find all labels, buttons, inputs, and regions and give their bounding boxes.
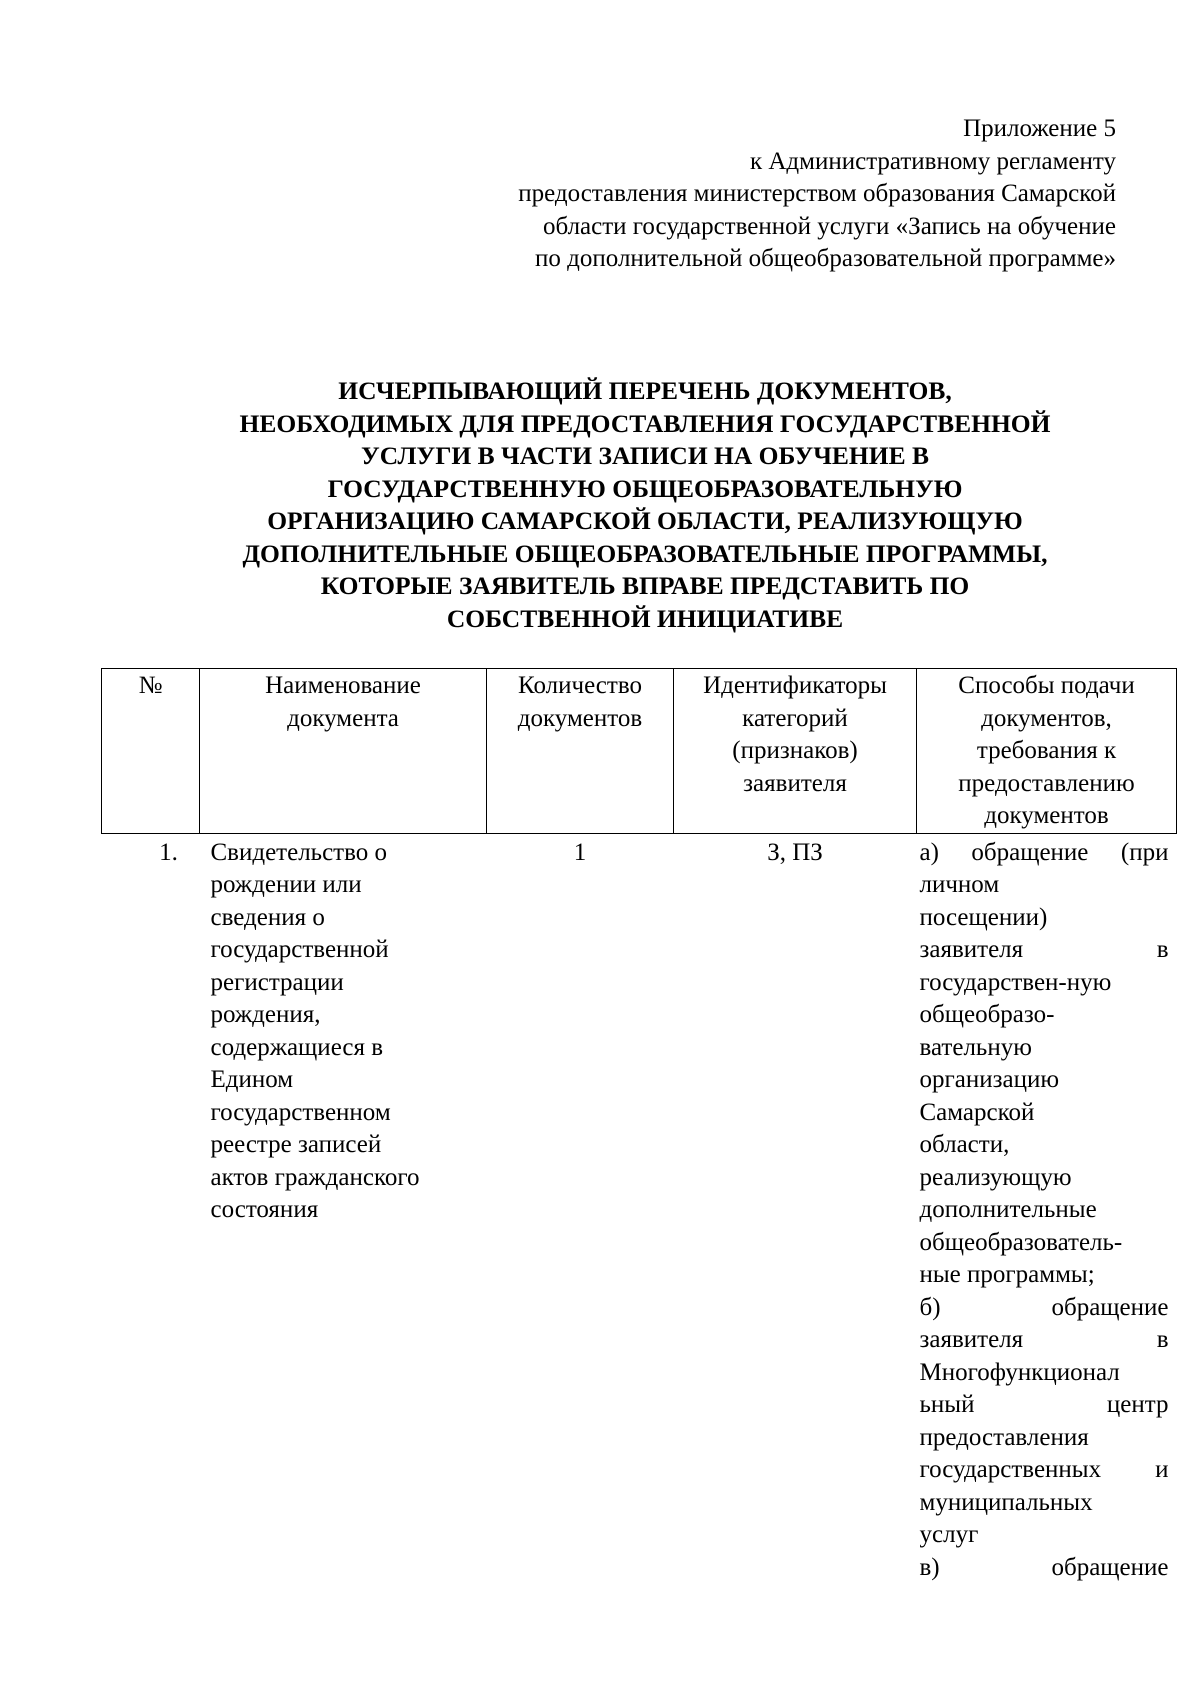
appendix-line: по дополнительной общеобразовательной программе»: [535, 245, 1116, 272]
name-line: содержащиеся в: [210, 1033, 384, 1061]
method-line: вательную: [919, 1033, 1032, 1061]
appendix-line: к Административному регламенту: [749, 147, 1116, 175]
method-line: Самарской: [919, 1098, 1035, 1126]
header-line: документов: [984, 802, 1109, 829]
header-line: документов,: [981, 704, 1112, 732]
document-title: [160, 375, 1130, 635]
method-line: личном: [919, 871, 1000, 898]
method-line: предоставления: [919, 1423, 1089, 1451]
title-line: УСЛУГИ В ЧАСТИ ЗАПИСИ НА ОБУЧЕНИЕ В: [361, 441, 929, 470]
method-line: посещении): [919, 903, 1048, 931]
appendix-line: Приложение 5: [963, 115, 1116, 142]
name-line: Едином: [210, 1066, 294, 1093]
header-line: №: [138, 672, 163, 699]
row-identifiers: З, ПЗ: [767, 838, 823, 866]
appendix-line: области государственной услуги «Запись на обучение: [542, 212, 1116, 240]
method-line: ьный центр: [919, 1391, 1169, 1418]
header-line: заявителя: [743, 769, 847, 797]
title-line: СОБСТВЕННОЙ ИНИЦИАТИВЕ: [446, 603, 844, 633]
method-line: ные программы;: [919, 1261, 1095, 1288]
name-line: государственной: [210, 936, 389, 963]
method-line: Многофункционал: [919, 1358, 1120, 1386]
name-line: рождения,: [210, 1001, 321, 1028]
header-line: Идентификаторы: [703, 672, 887, 699]
title-line: ГОСУДАРСТВЕННУЮ ОБЩЕОБРАЗОВАТЕЛЬНУЮ: [327, 473, 963, 503]
header-line: требования к: [976, 737, 1117, 764]
header-line: Способы подачи: [958, 672, 1135, 699]
header-line: (признаков): [732, 737, 858, 764]
header-document-name: [200, 669, 487, 834]
title-line: ИСЧЕРПЫВАЮЩИЙ ПЕРЕЧЕНЬ ДОКУМЕНТОВ,: [338, 376, 952, 405]
method-line: заявителя в: [919, 936, 1169, 963]
title-line: НЕОБХОДИМЫХ ДЛЯ ПРЕДОСТАВЛЕНИЯ ГОСУДАРСТВЕННОЙ: [239, 408, 1051, 438]
header-quantity: [487, 669, 674, 834]
appendix-line: предоставления министерством образования Самарской: [518, 180, 1116, 207]
method-line: заявителя в: [919, 1326, 1169, 1353]
header-line: Наименование: [265, 672, 421, 699]
method-line: в) обращение: [919, 1553, 1169, 1581]
method-line: услуг: [919, 1521, 979, 1548]
row-document-name: [200, 833, 487, 1584]
method-line: государственных и: [919, 1456, 1169, 1483]
method-line: реализующую: [919, 1163, 1072, 1191]
name-line: рождении или: [210, 871, 362, 898]
header-line: документов: [517, 704, 643, 732]
row-submission-methods: [917, 833, 1177, 1584]
name-line: реестре записей: [210, 1131, 382, 1158]
header-number: [102, 669, 200, 834]
name-line: актов гражданского: [210, 1163, 420, 1191]
name-line: государственном: [210, 1098, 391, 1126]
method-line: общеобразователь-: [919, 1228, 1123, 1256]
header-line: предоставлению: [958, 769, 1135, 797]
table-row: [102, 833, 1177, 1584]
header-line: категорий: [742, 704, 848, 732]
header-submission-methods: [917, 669, 1177, 834]
method-line: дополнительные: [919, 1196, 1097, 1223]
row-quantity: 1: [573, 838, 587, 866]
title-line: ОРГАНИЗАЦИЮ САМАРСКОЙ ОБЛАСТИ, РЕАЛИЗУЮЩУЮ: [267, 506, 1023, 535]
method-line: государствен-ную: [919, 968, 1112, 996]
name-line: регистрации: [210, 968, 344, 996]
documents-table: [101, 668, 1177, 1584]
title-line: КОТОРЫЕ ЗАЯВИТЕЛЬ ВПРАВЕ ПРЕДСТАВИТЬ ПО: [320, 571, 970, 600]
method-line: общеобразо-: [919, 1001, 1055, 1028]
name-line: сведения о: [210, 903, 325, 931]
row-number: 1.: [159, 838, 178, 866]
title-line: ДОПОЛНИТЕЛЬНЫЕ ОБЩЕОБРАЗОВАТЕЛЬНЫЕ ПРОГРАММЫ,: [242, 538, 1048, 568]
method-line: б) обращение: [919, 1293, 1169, 1321]
name-line: состояния: [210, 1196, 319, 1223]
appendix-header: [356, 113, 1116, 276]
header-identifiers: [674, 669, 917, 834]
method-line: области,: [919, 1131, 1010, 1158]
method-line: а) обращение (при: [919, 838, 1169, 866]
header-line: Количество: [518, 672, 642, 699]
header-line: документа: [287, 704, 399, 732]
name-line: Свидетельство о: [210, 838, 387, 866]
method-line: организацию: [919, 1066, 1060, 1093]
table-header-row: [102, 669, 1177, 834]
method-line: муниципальных: [919, 1488, 1093, 1516]
